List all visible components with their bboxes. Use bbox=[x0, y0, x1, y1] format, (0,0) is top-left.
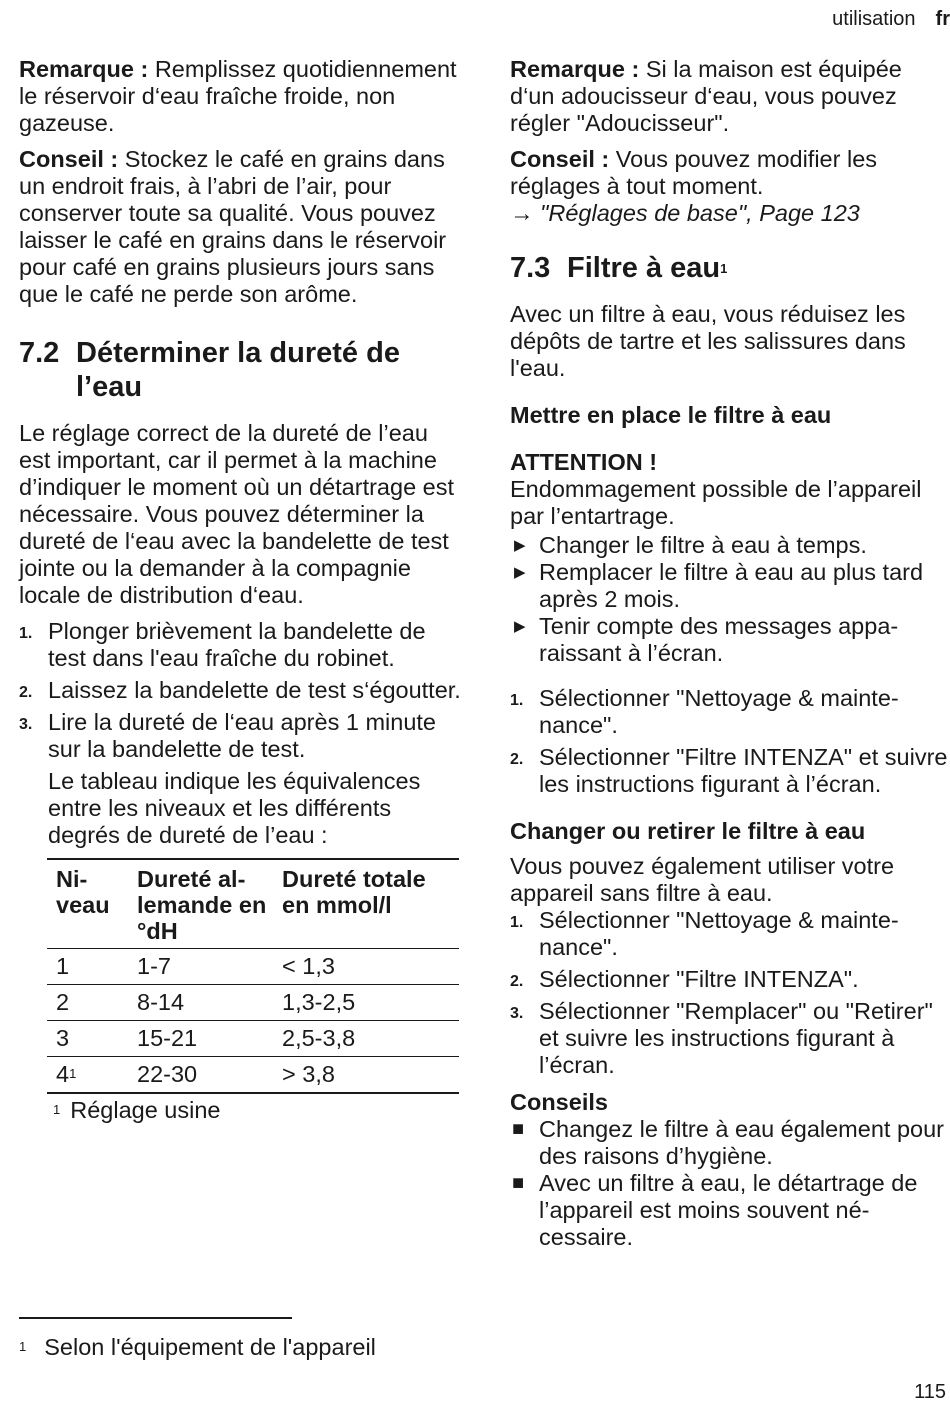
remark-text: Si la maison est équipée d‘un adoucisseur d‘eau, vous pouvez régler "Adoucisseur". bbox=[510, 56, 902, 136]
triangle-bullet-icon: ▶ bbox=[514, 537, 526, 554]
step-text: Sélectionner "Remplacer" ou "Retirer" et suivre les instructions figurant à l’écran. bbox=[539, 998, 933, 1078]
footnote-text: Selon l'équipement de l'appareil bbox=[44, 1334, 376, 1360]
table-cell: 3 bbox=[47, 1021, 128, 1057]
bullet-text: Changer le filtre à eau à temps. bbox=[539, 532, 867, 558]
step-note: Le tableau indique les équivalences entre les niveaux et les différents degrés de dureté de l’eau : bbox=[48, 768, 421, 848]
table-row bbox=[47, 1021, 459, 1057]
attention-block bbox=[510, 449, 950, 667]
list-item bbox=[510, 559, 950, 613]
step-text: Plonger brièvement la bandelette de test dans l'eau fraîche du robinet. bbox=[48, 618, 426, 671]
remark-paragraph bbox=[510, 56, 950, 137]
step-number: 2. bbox=[510, 751, 524, 768]
footnote-marker: 1 bbox=[69, 1066, 77, 1081]
section-intro: Avec un filtre à eau, vous réduisez les dépôts de tartre et les salissures dans l'eau. bbox=[510, 301, 906, 381]
remark-label: Remarque : bbox=[510, 56, 640, 82]
page-footnote bbox=[19, 1334, 376, 1361]
install-steps bbox=[510, 685, 950, 798]
attention-bullets bbox=[510, 532, 950, 667]
column-header: Niveau bbox=[56, 866, 110, 918]
step-text: Sélectionner "Filtre INTENZA" et suivre les instructions figurant à l’écran. bbox=[539, 744, 948, 797]
section-heading-water-filter bbox=[510, 251, 950, 285]
table-cell: 8-14 bbox=[128, 985, 273, 1021]
bullet-text: Remplacer le filtre à eau au plus tard après 2 mois. bbox=[539, 559, 924, 612]
table-cell: 15-21 bbox=[128, 1021, 273, 1057]
page-number: 115 bbox=[914, 1381, 946, 1403]
section-title: Filtre à eau bbox=[567, 252, 721, 284]
section-title: Déterminer la dureté de l’eau bbox=[76, 337, 400, 403]
tips-title: Conseils bbox=[510, 1089, 608, 1115]
subheading-install-filter: Mettre en place le filtre à eau bbox=[510, 402, 832, 428]
column-header: Dureté allemande en °dH bbox=[137, 866, 267, 944]
column-header: Dureté totale en mmol/l bbox=[282, 866, 426, 918]
triangle-bullet-icon: ▶ bbox=[514, 564, 526, 581]
hardness-steps bbox=[19, 618, 461, 763]
list-item bbox=[19, 618, 461, 672]
table-cell: < 1,3 bbox=[273, 949, 459, 985]
step-text: Sélectionner "Filtre INTENZA". bbox=[539, 966, 859, 992]
header-section: utilisation bbox=[832, 8, 916, 30]
tip-text: Stockez le café en grains dans un endroit frais, à l’abri de l’air, pour conserver toute sa qualité. Vous pouvez laisser le café en grains dans le réservoir pour café en grains plusieurs jours sans que le café ne perde son arôme. bbox=[19, 146, 447, 307]
subsection-intro: Vous pouvez également utiliser votre appareil sans filtre à eau. bbox=[510, 853, 895, 906]
tip-label: Conseil : bbox=[510, 146, 610, 172]
right-column bbox=[510, 56, 950, 1251]
remark-label: Remarque : bbox=[19, 56, 149, 82]
tip-text: Vous pouvez modifier les réglages à tout moment. bbox=[510, 146, 878, 199]
list-item bbox=[510, 998, 950, 1079]
tip-paragraph bbox=[510, 146, 950, 227]
change-steps bbox=[510, 907, 950, 1079]
list-item bbox=[510, 1116, 950, 1170]
bullet-text: Changez le filtre à eau également pour des raisons d’hygiène. bbox=[539, 1116, 944, 1169]
step-number: 1. bbox=[19, 625, 33, 642]
table-cell: 22-30 bbox=[128, 1057, 273, 1094]
table-row bbox=[47, 985, 459, 1021]
square-bullet-icon: ■ bbox=[512, 1172, 525, 1194]
footnote-marker: 1 bbox=[720, 261, 728, 276]
step-text: Sélectionner "Nettoyage & maintenance". bbox=[539, 685, 899, 738]
left-column bbox=[19, 56, 461, 1124]
list-item bbox=[510, 907, 950, 961]
table-cell: 1,3-2,5 bbox=[273, 985, 459, 1021]
step-number: 3. bbox=[510, 1005, 524, 1022]
section-heading-water-hardness bbox=[19, 336, 461, 404]
section-number: 7.2 bbox=[19, 337, 60, 369]
square-bullet-icon: ■ bbox=[512, 1118, 525, 1140]
step-text: Laissez la bandelette de test s‘égoutter. bbox=[48, 677, 461, 703]
table-cell: 2,5-3,8 bbox=[273, 1021, 459, 1057]
header-language: fr bbox=[935, 8, 950, 30]
remark-paragraph bbox=[19, 56, 461, 137]
table-row bbox=[47, 949, 459, 985]
footnote-marker: 1 bbox=[53, 1102, 61, 1117]
tip-label: Conseil : bbox=[19, 146, 119, 172]
table-cell-value: 4 bbox=[56, 1061, 70, 1087]
attention-title: ATTENTION ! bbox=[510, 449, 658, 475]
list-item bbox=[510, 685, 950, 739]
list-item bbox=[510, 744, 950, 798]
list-item bbox=[19, 709, 461, 763]
tips-list bbox=[510, 1116, 950, 1251]
footnote-marker: 1 bbox=[19, 1339, 27, 1354]
step-number: 1. bbox=[510, 914, 524, 931]
step-number: 1. bbox=[510, 692, 524, 709]
section-intro: Le réglage correct de la dureté de l’eau est important, car il permet à la machine d’indiquer le moment où un détartrage est nécessaire. Vous pouvez déterminer la dureté de l‘eau avec la bandelette de test jointe ou la demander à la compagnie locale de distribution d‘eau. bbox=[19, 420, 455, 608]
table-cell bbox=[47, 1057, 128, 1094]
tip-paragraph bbox=[19, 146, 461, 308]
remark-text: Remplissez quotidiennement le réservoir d‘eau fraîche froide, non gazeuse. bbox=[19, 56, 457, 136]
list-item bbox=[19, 677, 461, 704]
table-header-row bbox=[47, 859, 459, 949]
step-number: 2. bbox=[510, 973, 524, 990]
table-cell: 1-7 bbox=[128, 949, 273, 985]
bullet-text: Tenir compte des messages apparaissant à l’écran. bbox=[539, 613, 899, 666]
table-row bbox=[47, 1057, 459, 1094]
table-footnote-text: Réglage usine bbox=[70, 1097, 221, 1123]
step-number: 3. bbox=[19, 716, 33, 733]
section-number: 7.3 bbox=[510, 252, 551, 284]
running-header bbox=[832, 6, 950, 33]
list-item bbox=[510, 532, 950, 559]
bullet-text: Avec un filtre à eau, le détartrage de l’appareil est moins souvent nécessaire. bbox=[539, 1170, 918, 1250]
list-item bbox=[510, 1170, 950, 1251]
table-cell: 1 bbox=[47, 949, 128, 985]
step-text: Lire la dureté de l‘eau après 1 minute sur la bandelette de test. bbox=[48, 709, 436, 762]
attention-text: Endommagement possible de l’appareil par l’entartrage. bbox=[510, 476, 922, 529]
table-footnote bbox=[53, 1097, 461, 1124]
section-title-wrap bbox=[567, 251, 727, 285]
step-number: 2. bbox=[19, 684, 33, 701]
list-item bbox=[510, 613, 950, 667]
triangle-bullet-icon: ▶ bbox=[514, 618, 526, 635]
table-cell: > 3,8 bbox=[273, 1057, 459, 1094]
page-reference-link[interactable]: → "Réglages de base", Page 123 bbox=[510, 200, 860, 226]
footnote-divider bbox=[19, 1317, 292, 1319]
step-text: Sélectionner "Nettoyage & maintenance". bbox=[539, 907, 899, 960]
table-cell: 2 bbox=[47, 985, 128, 1021]
hardness-table bbox=[47, 858, 459, 1094]
subheading-change-filter: Changer ou retirer le filtre à eau bbox=[510, 818, 866, 844]
list-item bbox=[510, 966, 950, 993]
